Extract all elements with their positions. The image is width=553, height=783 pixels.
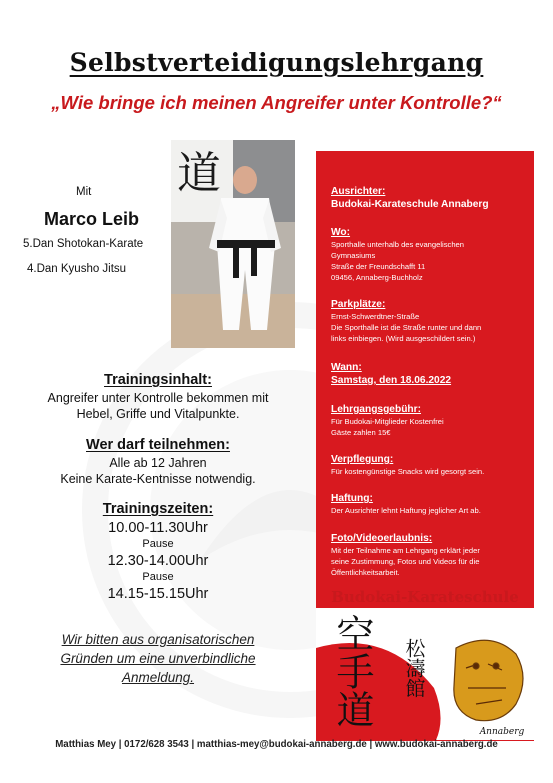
liability-heading: Haftung: (331, 493, 373, 504)
catering-heading: Verpflegung: (331, 454, 394, 465)
photo-consent-line: Öffentlichkeitsarbeit. (331, 568, 400, 577)
footer-contact: Matthias Mey | 0172/628 3543 | matthias-mey@budokai-annaberg.de | www.budokai-annaberg.de (55, 739, 498, 750)
catering-block (331, 453, 531, 477)
school-logo (316, 608, 534, 740)
organizer-name: Budokai-Karateschule Annaberg (331, 199, 489, 210)
participants-section (16, 437, 300, 487)
fee-block (331, 403, 531, 438)
instructor-name: Marco Leib (44, 209, 140, 229)
logo-school-name: Budokai-Karateschule (331, 588, 519, 606)
fee-line: Gäste zahlen 15€ (331, 428, 391, 437)
location-heading: Wo: (331, 227, 351, 238)
registration-note (16, 630, 300, 687)
parking-line: Ernst-Schwerdtner-Straße (331, 312, 420, 321)
organizer-heading: Ausrichter: (331, 186, 386, 197)
instructor-rank-karate: 5.Dan Shotokan-Karate (23, 238, 144, 250)
schedule-pause: Pause (142, 571, 174, 583)
registration-note-line: Gründen um eine unverbindliche (60, 651, 256, 666)
participants-line: Keine Karate-Kentnisse notwendig. (60, 472, 256, 486)
fee-line: Für Budokai-Mitglieder Kostenfrei (331, 417, 444, 426)
schedule-pause: Pause (142, 538, 174, 550)
liability-text: Der Ausrichter lehnt Haftung jeglicher Art ab. (331, 506, 481, 515)
schedule-slot: 10.00-11.30Uhr (108, 520, 208, 536)
photo-consent-block (331, 532, 531, 578)
training-content-line: Angreifer unter Kontrolle bekommen mit (47, 391, 269, 405)
location-line: Straße der Freundschafft 11 (331, 262, 426, 271)
catering-text: Für kostengünstige Snacks wird gesorgt sein. (331, 467, 485, 476)
location-line: 09456, Annaberg-Buchholz (331, 273, 423, 282)
parking-line: links einbiegen. (Wird ausgeschildert sein.) (331, 334, 476, 343)
schedule-slot: 14.15-15.15Uhr (107, 586, 209, 602)
fee-heading: Lehrgangsgebühr: (331, 404, 421, 415)
participants-heading: Wer darf teilnehmen: (86, 437, 230, 453)
parking-block (331, 298, 531, 344)
page-title: Selbstverteidigungslehrgang (69, 48, 484, 77)
schedule-section (16, 501, 300, 603)
tiger-illustration (454, 640, 523, 720)
organizer-block (331, 185, 531, 211)
photo-consent-line: Mit der Teilnahme am Lehrgang erklärt jeder (331, 546, 480, 555)
logo-place: Annaberg (479, 727, 525, 737)
schedule-heading: Trainingszeiten: (102, 501, 214, 517)
photo-consent-line: seine Zustimmung, Fotos und Videos für die (331, 557, 480, 566)
instructor-photo (171, 140, 295, 348)
liability-block (331, 492, 531, 516)
registration-note-line: Anmeldung. (121, 670, 195, 685)
location-block (331, 226, 531, 283)
date-text: Samstag, den 18.06.2022 (331, 375, 452, 386)
parking-heading: Parkplätze: (331, 299, 386, 310)
page-subtitle: „Wie bringe ich meinen Angreifer unter Kontrolle?“ (51, 92, 502, 113)
parking-line: Die Sporthalle ist die Straße runter und dann (331, 323, 482, 332)
location-line: Sporthalle unterhalb des evangelischen (331, 240, 464, 249)
training-content-section (16, 372, 300, 422)
instructor-intro: Mit (76, 186, 92, 198)
training-content-heading: Trainingsinhalt: (104, 372, 212, 388)
svg-text:道: 道 (177, 148, 221, 199)
participants-line: Alle ab 12 Jahren (109, 456, 207, 470)
date-block (331, 361, 531, 387)
photo-consent-heading: Foto/Videoerlaubnis: (331, 533, 433, 544)
date-heading: Wann: (331, 362, 362, 373)
logo-kanji-side: 松濤館 (402, 638, 426, 698)
registration-note-line: Wir bitten aus organisatorischen (61, 632, 255, 647)
training-content-line: Hebel, Griffe und Vitalpunkte. (76, 407, 240, 421)
location-line: Gymnasiums (331, 251, 376, 260)
instructor-rank-kyusho: 4.Dan Kyusho Jitsu (27, 263, 127, 275)
logo-kanji-main: 空手道 (330, 614, 374, 728)
schedule-slot: 12.30-14.00Uhr (107, 553, 209, 569)
